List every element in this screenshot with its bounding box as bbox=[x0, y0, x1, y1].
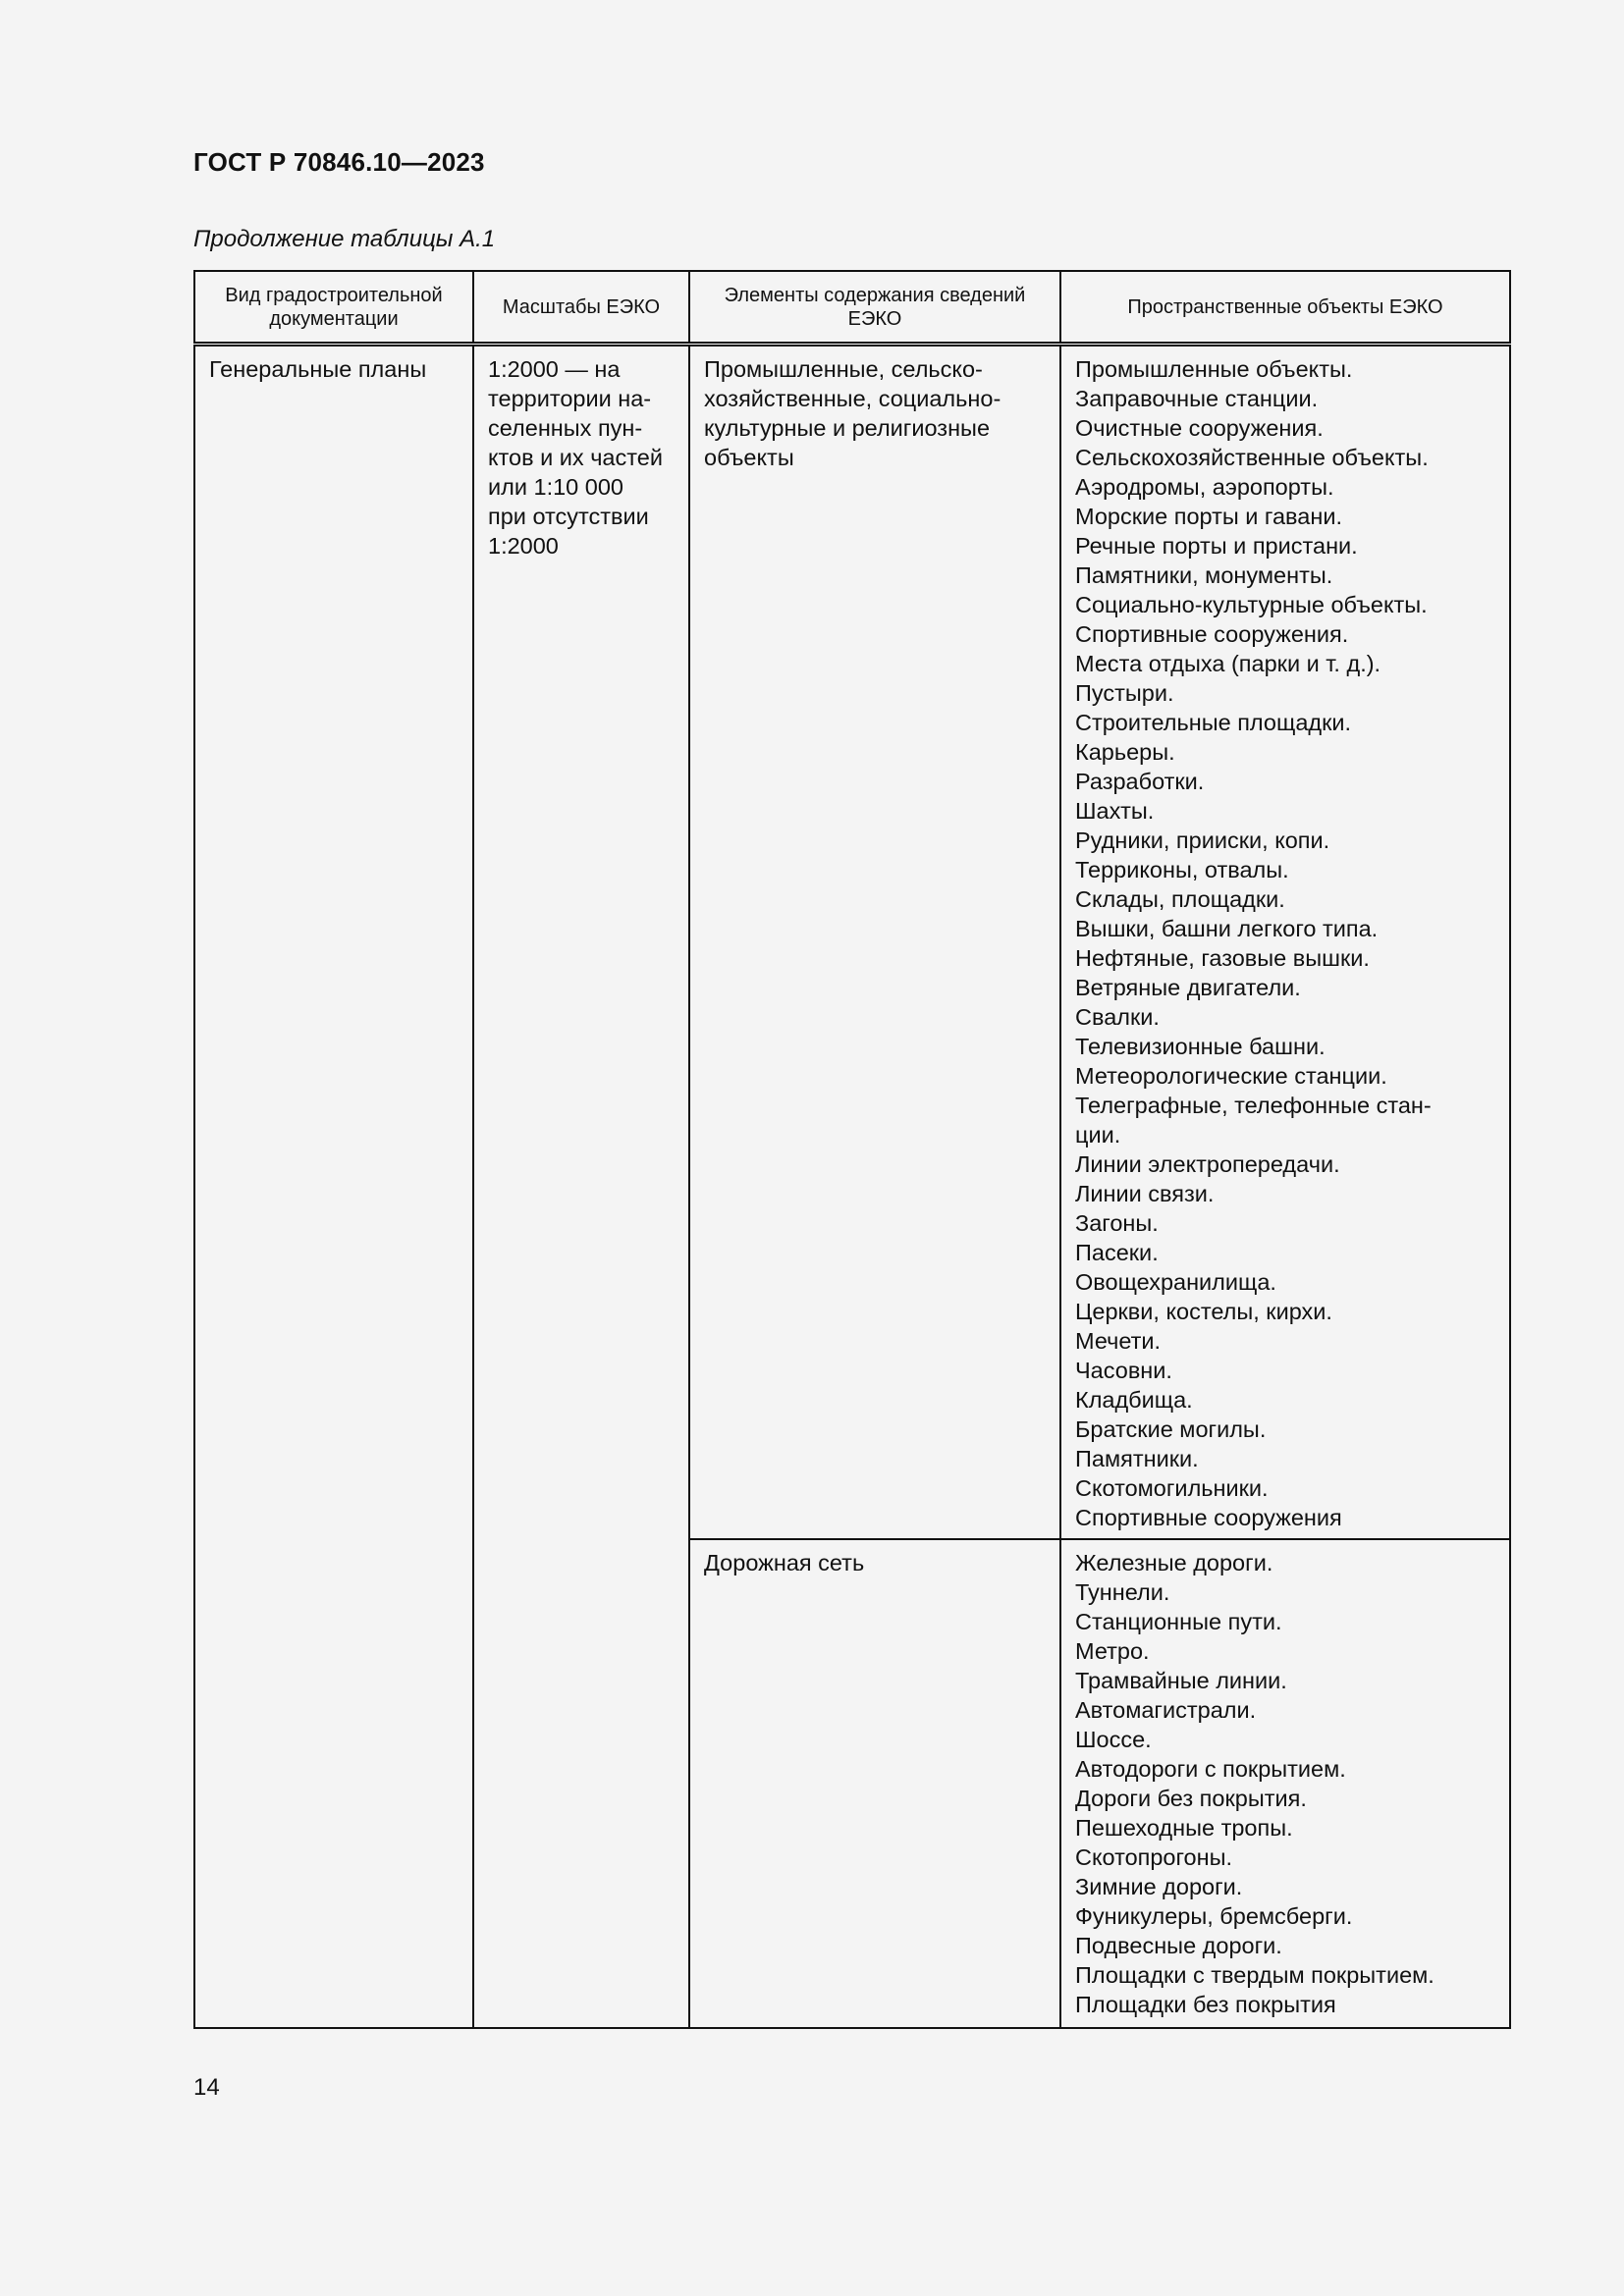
object-item: Братские могилы. bbox=[1075, 1416, 1267, 1442]
object-item: Промышленные объекты. bbox=[1075, 356, 1353, 382]
object-item: Разработки. bbox=[1075, 769, 1205, 794]
object-item: Памятники, монументы. bbox=[1075, 562, 1333, 588]
object-item: Железные дороги. bbox=[1075, 1550, 1273, 1575]
object-item: Морские порты и гавани. bbox=[1075, 504, 1342, 529]
object-item: Телеграфные, телефонные стан- bbox=[1075, 1093, 1432, 1118]
page-number: 14 bbox=[193, 2074, 220, 2101]
object-item: Карьеры. bbox=[1075, 739, 1175, 765]
object-item: Ветряные двигатели. bbox=[1075, 975, 1301, 1000]
object-item: Нефтяные, газовые вышки. bbox=[1075, 945, 1370, 971]
object-item: Места отдыха (парки и т. д.). bbox=[1075, 651, 1381, 676]
object-item: Зимние дороги. bbox=[1075, 1874, 1243, 1899]
object-item: Автомагистрали. bbox=[1075, 1697, 1257, 1723]
document-code: ГОСТ Р 70846.10—2023 bbox=[193, 147, 485, 177]
object-item: Фуникулеры, бремсберги. bbox=[1075, 1903, 1353, 1929]
object-item: Сельскохозяйственные объекты. bbox=[1075, 445, 1429, 470]
objects-cell-roads bbox=[1060, 1539, 1510, 2028]
element-line: Дорожная сеть bbox=[704, 1550, 865, 1575]
column-header-elements: Элементы содержания сведений ЕЭКО bbox=[689, 271, 1060, 345]
object-item: Метеорологические станции. bbox=[1075, 1063, 1387, 1089]
object-item: Подвесные дороги. bbox=[1075, 1933, 1282, 1958]
object-item: Овощехранилища. bbox=[1075, 1269, 1276, 1295]
objects-cell-industrial bbox=[1060, 345, 1510, 1540]
objects-list bbox=[1075, 1548, 1495, 2019]
column-header-objects: Пространственные объекты ЕЭКО bbox=[1060, 271, 1510, 345]
scale-cell bbox=[473, 345, 689, 2029]
object-item: Заправочные станции. bbox=[1075, 386, 1319, 411]
scale-line: 1:2000 — на bbox=[488, 356, 621, 382]
element-cell-industrial bbox=[689, 345, 1060, 1540]
object-item: Кладбища. bbox=[1075, 1387, 1193, 1413]
object-item: Социально-культурные объекты. bbox=[1075, 592, 1428, 617]
element-cell-roads bbox=[689, 1539, 1060, 2028]
element-line: культурные и религиозные bbox=[704, 415, 991, 441]
scale-line: или 1:10 000 bbox=[488, 474, 623, 500]
scale-line: селенных пун- bbox=[488, 415, 643, 441]
object-item: Площадки без покрытия bbox=[1075, 1992, 1336, 2017]
object-item: Терриконы, отвалы. bbox=[1075, 857, 1289, 882]
element-line: Промышленные, сельско- bbox=[704, 356, 983, 382]
object-item: Площадки с твердым покрытием. bbox=[1075, 1962, 1435, 1988]
scale-line: 1:2000 bbox=[488, 533, 559, 559]
object-item: Шахты. bbox=[1075, 798, 1155, 824]
object-item: Спортивные сооружения bbox=[1075, 1505, 1342, 1530]
object-item: Пустыри. bbox=[1075, 680, 1174, 706]
objects-list bbox=[1075, 354, 1495, 1532]
object-item: Спортивные сооружения. bbox=[1075, 621, 1349, 647]
object-item: Аэродромы, аэропорты. bbox=[1075, 474, 1334, 500]
spatial-objects-table bbox=[193, 270, 1511, 2029]
object-item: Церкви, костелы, кирхи. bbox=[1075, 1299, 1332, 1324]
object-item: Станционные пути. bbox=[1075, 1609, 1282, 1634]
object-item: Пасеки. bbox=[1075, 1240, 1159, 1265]
object-item: Туннели. bbox=[1075, 1579, 1170, 1605]
object-item: Дороги без покрытия. bbox=[1075, 1786, 1307, 1811]
object-item: Автодороги с покрытием. bbox=[1075, 1756, 1346, 1782]
object-item: Телевизионные башни. bbox=[1075, 1034, 1326, 1059]
object-item: Скотомогильники. bbox=[1075, 1475, 1269, 1501]
object-item: Шоссе. bbox=[1075, 1727, 1152, 1752]
table-caption: Продолжение таблицы А.1 bbox=[193, 226, 496, 252]
element-lines bbox=[704, 354, 1046, 472]
object-item: Памятники. bbox=[1075, 1446, 1199, 1471]
scale-line: при отсутствии bbox=[488, 504, 649, 529]
element-line: хозяйственные, социально- bbox=[704, 386, 1001, 411]
column-header-scale: Масштабы ЕЭКО bbox=[473, 271, 689, 345]
scale-line: ктов и их частей bbox=[488, 445, 663, 470]
object-item: Скотопрогоны. bbox=[1075, 1844, 1233, 1870]
element-lines bbox=[704, 1548, 1046, 1577]
scale-lines bbox=[488, 354, 675, 561]
object-item: Склады, площадки. bbox=[1075, 886, 1285, 912]
object-item: Загоны. bbox=[1075, 1210, 1159, 1236]
scale-line: территории на- bbox=[488, 386, 652, 411]
column-header-doc-type: Вид градостроительной документации bbox=[194, 271, 473, 345]
object-item: Трамвайные линии. bbox=[1075, 1668, 1287, 1693]
object-item: ции. bbox=[1075, 1122, 1121, 1148]
object-item: Мечети. bbox=[1075, 1328, 1162, 1354]
doc-type-cell: Генеральные планы bbox=[194, 345, 473, 2029]
object-item: Пешеходные тропы. bbox=[1075, 1815, 1293, 1841]
object-item: Свалки. bbox=[1075, 1004, 1160, 1030]
object-item: Строительные площадки. bbox=[1075, 710, 1352, 735]
element-line: объекты bbox=[704, 445, 794, 470]
object-item: Метро. bbox=[1075, 1638, 1150, 1664]
object-item: Часовни. bbox=[1075, 1358, 1172, 1383]
object-item: Речные порты и пристани. bbox=[1075, 533, 1358, 559]
object-item: Вышки, башни легкого типа. bbox=[1075, 916, 1379, 941]
table-header-row bbox=[194, 271, 1510, 345]
object-item: Линии связи. bbox=[1075, 1181, 1215, 1206]
table-row bbox=[194, 345, 1510, 1540]
object-item: Рудники, прииски, копи. bbox=[1075, 828, 1330, 853]
object-item: Очистные сооружения. bbox=[1075, 415, 1324, 441]
object-item: Линии электропередачи. bbox=[1075, 1151, 1340, 1177]
